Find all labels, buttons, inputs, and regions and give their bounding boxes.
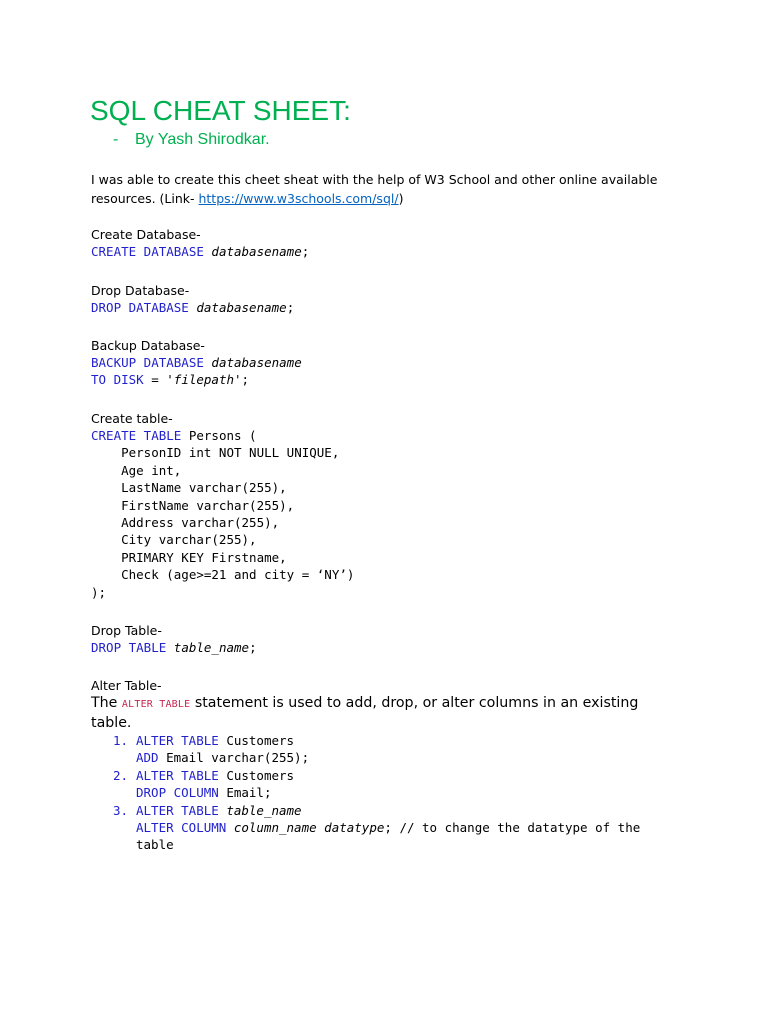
section-label: Drop Table- <box>91 623 162 638</box>
sql-comment: ; // to change the datatype of the <box>384 820 641 836</box>
alter-description <box>91 694 681 732</box>
sql-text: Customers <box>218 733 295 748</box>
sql-keyword: CREATE TABLE <box>91 428 182 443</box>
code-line <box>91 299 294 316</box>
sql-keyword: ADD <box>136 750 159 766</box>
sql-placeholder: table_name <box>226 802 302 818</box>
intro-paragraph <box>91 170 681 208</box>
code-line <box>136 732 681 749</box>
sql-text: Customers <box>218 767 295 783</box>
sql-text: ; <box>301 244 310 259</box>
desc-text: statement is used to add, drop, or alter columns in an existing table. <box>91 695 639 731</box>
list-item <box>91 767 681 802</box>
inline-code: ALTER TABLE <box>121 699 191 710</box>
section-drop-database <box>91 282 294 316</box>
sql-text: ; <box>286 300 295 315</box>
sql-keyword: DROP TABLE <box>91 640 167 655</box>
list-item <box>91 802 681 854</box>
section-label: Backup Database- <box>91 338 205 353</box>
code-line <box>91 243 309 260</box>
section-drop-table <box>91 622 257 656</box>
sql-placeholder: databasename <box>211 244 302 259</box>
section-create-database <box>91 226 309 260</box>
sql-keyword: ALTER TABLE <box>136 733 219 748</box>
sql-keyword: ALTER COLUMN <box>136 820 227 836</box>
section-label: Drop Database- <box>91 283 190 298</box>
code-line <box>136 819 681 836</box>
list-number: 1. <box>113 733 129 748</box>
code-line <box>136 767 681 784</box>
list-number: 3. <box>113 802 129 818</box>
code-line <box>136 802 681 819</box>
sql-keyword: TO DISK <box>91 372 144 388</box>
code-line <box>91 371 302 388</box>
sql-keyword: CREATE DATABASE <box>91 244 204 259</box>
sql-keyword: DROP DATABASE <box>91 300 189 315</box>
intro-text: I was able to create this cheet sheat with the help of W3 School and other online available resources. (Link- <box>91 172 658 206</box>
sql-placeholder: column_name <box>233 820 317 836</box>
desc-text: The <box>91 695 122 711</box>
list-item <box>91 732 681 767</box>
code-line <box>91 427 354 444</box>
code-block: PersonID int NOT NULL UNIQUE, Age int, LastName varchar(255), FirstName varchar(255), Address varchar(255), City varchar(255), PRIMARY KEY Firstname, Check (age>=21 and city = ‘NY’) ); <box>91 445 355 600</box>
sql-placeholder: databasename <box>196 300 287 315</box>
sql-keyword: ALTER TABLE <box>136 767 219 783</box>
sql-keyword: BACKUP DATABASE <box>91 355 204 370</box>
sql-keyword: DROP COLUMN <box>136 785 219 801</box>
sql-placeholder: filepath <box>173 372 235 388</box>
sql-text: Email varchar(255); <box>158 750 310 766</box>
section-backup-database <box>91 337 302 389</box>
code-line <box>91 354 302 371</box>
w3schools-link[interactable]: https://www.w3schools.com/sql/ <box>198 191 399 206</box>
code-line <box>136 784 681 801</box>
page-title: SQL CHEAT SHEET: <box>90 95 351 126</box>
sql-placeholder: databasename <box>211 355 302 370</box>
byline-text: By Yash Shirodkar. <box>135 131 270 148</box>
section-create-table <box>91 410 354 601</box>
byline-dash: - <box>113 131 119 148</box>
code-line <box>91 639 257 656</box>
alter-steps-list <box>91 732 681 854</box>
section-label: Create Database- <box>91 227 201 242</box>
sql-placeholder: datatype <box>324 820 385 836</box>
sql-text: Persons ( <box>181 428 257 443</box>
sql-text: Email; <box>218 785 272 801</box>
section-label: Alter Table- <box>91 678 162 693</box>
list-number: 2. <box>113 767 129 783</box>
intro-text-end: ) <box>398 191 404 206</box>
sql-text: = ' <box>143 372 174 388</box>
author-byline <box>113 129 270 151</box>
code-line: table <box>136 837 174 853</box>
code-line <box>136 749 681 766</box>
sql-keyword: ALTER TABLE <box>136 802 219 818</box>
sql-text: '; <box>234 372 250 388</box>
sql-text: ; <box>249 640 257 655</box>
section-label: Create table- <box>91 411 173 426</box>
section-alter-table <box>91 677 681 854</box>
sql-placeholder: table_name <box>173 640 250 655</box>
